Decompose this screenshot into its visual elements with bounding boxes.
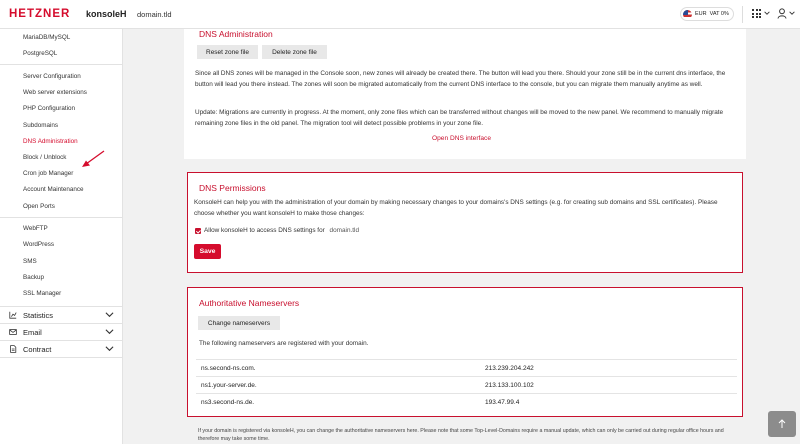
sidebar-group-label: Contract xyxy=(23,344,52,354)
nameserver-host: ns.second-ns.com. xyxy=(201,365,256,372)
top-bar xyxy=(0,0,800,29)
app-name[interactable]: konsoleH xyxy=(86,9,127,19)
sidebar-item-block-unblock[interactable]: Block / Unblock xyxy=(23,154,67,161)
sidebar-item-webftp[interactable]: WebFTP xyxy=(23,225,48,232)
nameserver-ip: 213.133.100.102 xyxy=(485,382,534,389)
sidebar-item-server-configuration[interactable]: Server Configuration xyxy=(23,73,81,80)
table-row xyxy=(196,359,737,376)
divider xyxy=(742,6,743,23)
currency-label: EUR xyxy=(695,11,707,17)
nameservers-title: Authoritative Nameservers xyxy=(199,298,300,308)
sidebar-group-email[interactable] xyxy=(9,326,114,338)
sidebar-item-mariadb[interactable]: MariaDB/MySQL xyxy=(23,34,71,41)
allow-dns-access-checkbox[interactable] xyxy=(195,228,201,234)
chart-icon xyxy=(9,311,17,319)
chevron-down-icon[interactable] xyxy=(764,10,770,16)
document-icon xyxy=(9,345,17,353)
sidebar-item-web-server-extensions[interactable]: Web server extensions xyxy=(23,89,87,96)
chevron-down-icon[interactable] xyxy=(105,310,114,319)
sidebar-divider xyxy=(0,340,123,341)
sidebar-item-postgresql[interactable]: PostgreSQL xyxy=(23,50,58,57)
dns-administration-title: DNS Administration xyxy=(199,29,273,39)
open-dns-interface-link[interactable]: Open DNS interface xyxy=(432,135,492,142)
sidebar xyxy=(0,29,123,444)
dns-migration-info: Since all DNS zones will be managed in the Console soon, new zones will already be created there. The button will lead you there. Should your zone still be in the current dns interface, the button will lead you there instead. The zones will soon be migrated automatically from the current DNS interface to the console, but you can migrate them manually anytime as well. xyxy=(195,70,726,88)
apps-grid-icon[interactable] xyxy=(752,9,761,18)
dns-permissions-text: KonsoleH can help you with the administration of your domain by making necessary changes to your domains's DNS settings (e.g. for creating sub domains and SSL certificates). Please choose whether you want konsoleH to make those changes: xyxy=(194,199,718,217)
nameservers-footnote: If your domain is registered via konsoleH, you can change the authoritative nameservers here. Please note that some Top-Level-Domains require a manual update, which can only be carried out during regular office hours and therefore may take some time. xyxy=(198,428,724,442)
sidebar-divider xyxy=(0,323,123,324)
dns-permissions-title: DNS Permissions xyxy=(199,183,266,193)
sidebar-group-label: Email xyxy=(23,327,42,337)
change-nameservers-button[interactable]: Change nameservers xyxy=(198,316,280,330)
currency-selector[interactable] xyxy=(680,7,734,21)
sidebar-item-wordpress[interactable]: WordPress xyxy=(23,241,55,248)
sidebar-divider xyxy=(0,357,123,358)
sidebar-divider xyxy=(0,306,123,307)
checkbox-domain: domain.tld xyxy=(329,227,360,234)
sidebar-group-label: Statistics xyxy=(23,310,54,320)
save-button[interactable]: Save xyxy=(194,244,221,259)
reset-zone-file-button[interactable]: Reset zone file xyxy=(197,45,258,59)
sidebar-item-ssl-manager[interactable]: SSL Manager xyxy=(23,290,62,297)
current-domain: domain.tld xyxy=(137,10,172,19)
nameserver-host: ns1.your-server.de. xyxy=(201,382,257,389)
sidebar-item-sms[interactable]: SMS xyxy=(23,258,37,265)
table-row xyxy=(196,393,737,410)
chevron-down-icon[interactable] xyxy=(105,327,114,336)
sidebar-item-account-maintenance[interactable]: Account Maintenance xyxy=(23,186,84,193)
dns-permissions-card xyxy=(187,172,743,273)
allow-dns-access-label xyxy=(204,226,359,237)
nameservers-intro: The following nameservers are registered with your domain. xyxy=(199,340,369,347)
chevron-down-icon[interactable] xyxy=(105,344,114,353)
sidebar-divider xyxy=(0,217,123,218)
sidebar-item-php-configuration[interactable]: PHP Configuration xyxy=(23,105,76,112)
table-row xyxy=(196,376,737,393)
arrow-up-icon xyxy=(778,419,786,429)
sidebar-item-subdomains[interactable]: Subdomains xyxy=(23,122,59,129)
user-icon[interactable] xyxy=(777,8,787,19)
vat-label: VAT 0% xyxy=(709,11,729,17)
sidebar-item-dns-administration[interactable]: DNS Administration xyxy=(23,138,78,145)
sidebar-item-backup[interactable]: Backup xyxy=(23,274,45,281)
dns-migration-update: Update: Migrations are currently in progress. At the moment, only zone files which can be transferred without changes will be moved to the new panel. We recommend to manually migrate remaining zone files in the old panel. The migration tool will detect possible problems in your zone file. xyxy=(195,109,724,127)
sidebar-group-contract[interactable] xyxy=(9,343,114,355)
sidebar-group-statistics[interactable] xyxy=(9,309,114,321)
nameserver-ip: 213.239.204.242 xyxy=(485,365,534,372)
delete-zone-file-button[interactable]: Delete zone file xyxy=(262,45,327,59)
nameserver-ip: 193.47.99.4 xyxy=(485,399,520,406)
sidebar-item-open-ports[interactable]: Open Ports xyxy=(23,203,55,210)
sidebar-item-cron-job-manager[interactable]: Cron job Manager xyxy=(23,170,74,177)
us-flag-icon xyxy=(683,10,692,19)
annotation-arrow-icon xyxy=(80,149,110,169)
nameservers-card xyxy=(187,287,743,417)
checkbox-label: Allow konsoleH to access DNS settings for xyxy=(204,227,325,234)
hetzner-logo[interactable]: HETZNER xyxy=(9,8,71,20)
envelope-icon xyxy=(9,328,17,336)
scroll-to-top-button[interactable] xyxy=(768,411,796,437)
nameserver-host: ns3.second-ns.de. xyxy=(201,399,255,406)
chevron-down-icon[interactable] xyxy=(789,10,795,16)
sidebar-divider xyxy=(0,64,123,65)
dns-administration-card xyxy=(184,29,746,159)
